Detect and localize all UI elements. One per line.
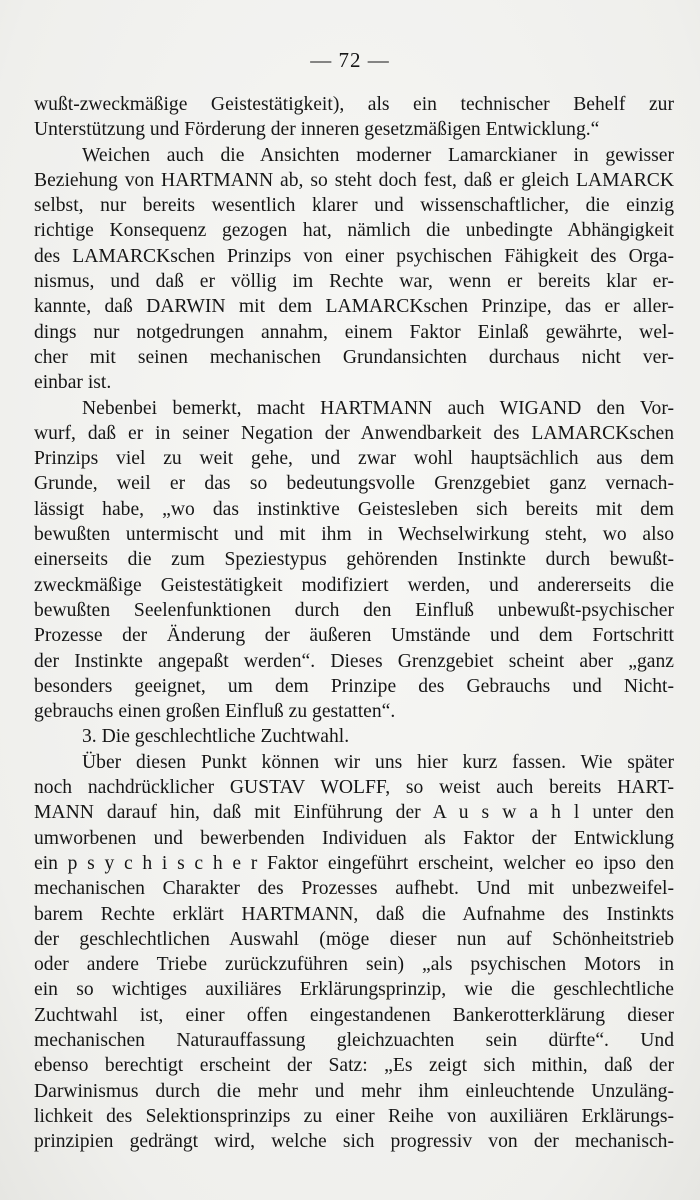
text-line: mechanischen Naturauffassung gleichzuachten sein dürfte“. Und xyxy=(34,1029,674,1051)
text-line: noch nachdrücklicher GUSTAV WOLFF, so weist auch bereits HART- xyxy=(34,777,674,799)
page-number: — 72 — xyxy=(310,48,390,72)
text-line: MANN darauf hin, daß mit Einführung der A u s w a h l unter den xyxy=(34,802,674,824)
text-line: gebrauchs einen großen Einfluß zu gestatten“. xyxy=(34,701,396,723)
text-line: lichkeit des Selektionsprinzips zu einer Reihe von auxiliären Erklärungs- xyxy=(34,1105,674,1127)
text-line: besonders geeignet, um dem Prinzipe des Gebrauchs und Nicht- xyxy=(34,675,674,697)
text-line: nismus, und daß er völlig im Rechte war, wenn er bereits klar er- xyxy=(34,271,674,293)
text-line: 3. Die geschlechtliche Zuchtwahl. xyxy=(82,726,350,748)
text-line: Darwinismus durch die mehr und mehr ihm einleuchtende Unzuläng- xyxy=(34,1080,674,1102)
body-text xyxy=(34,92,674,1154)
text-line: ein p s y c h i s c h e r Faktor eingeführt erscheint, welcher eo ipso den xyxy=(34,852,674,874)
text-line: dings nur notgedrungen annahm, einem Faktor Einlaß gewährte, wel- xyxy=(34,321,674,343)
text-line: Prozesse der Änderung der äußeren Umstände und dem Fortschritt xyxy=(34,625,674,647)
text-line: mechanischen Charakter des Prozesses aufhebt. Und mit unbezweifel- xyxy=(34,878,674,900)
text-line: einerseits die zum Speziestypus gehörenden Instinkte durch bewußt- xyxy=(34,549,674,571)
text-line: oder andere Triebe zurückzuführen sein) „als psychischen Motors in xyxy=(34,954,674,976)
text-line: Weichen auch die Ansichten moderner Lamarckianer in gewisser xyxy=(82,144,674,166)
text-line: einbar ist. xyxy=(34,372,112,394)
text-line: bewußten Seelenfunktionen durch den Einfluß unbewußt-psychischer xyxy=(34,599,674,621)
text-line: bewußten untermischt und mit ihm in Wechselwirkung steht, wo also xyxy=(34,524,674,546)
text-line: Nebenbei bemerkt, macht HARTMANN auch WIGAND den Vor- xyxy=(82,397,674,419)
text-line: wurf, daß er in seiner Negation der Anwendbarkeit des LAMARCKschen xyxy=(34,422,674,444)
text-line: Zuchtwahl ist, einer offen eingestandenen Bankerotterklärung dieser xyxy=(34,1004,674,1026)
text-line: richtige Konsequenz gezogen hat, nämlich die unbedingte Abhängigkeit xyxy=(34,220,674,242)
text-line: Beziehung von HARTMANN ab, so steht doch fest, daß er gleich LAMARCK xyxy=(34,169,674,191)
text-line: kannte, daß DARWIN mit dem LAMARCKschen Prinzipe, das er aller- xyxy=(34,296,674,318)
text-line: der Instinkte angepaßt werden“. Dieses Grenzgebiet scheint aber „ganz xyxy=(34,650,674,672)
text-line: barem Rechte erklärt HARTMANN, daß die Aufnahme des Instinkts xyxy=(34,903,674,925)
text-line: Über diesen Punkt können wir uns hier kurz fassen. Wie später xyxy=(82,751,674,773)
text-line: Grunde, weil er das so bedeutungsvolle Grenzgebiet ganz vernach- xyxy=(34,473,674,495)
text-line: Prinzips viel zu weit gehe, und zwar wohl hauptsächlich aus dem xyxy=(34,448,674,470)
text-line: selbst, nur bereits wesentlich klarer und wissenschaftlicher, die einzig xyxy=(34,195,674,217)
text-line: Unterstützung und Förderung der inneren gesetzmäßigen Entwicklung.“ xyxy=(34,119,600,141)
text-line: des LAMARCKschen Prinzips von einer psychischen Fähigkeit des Orga- xyxy=(34,245,674,267)
text-line: umworbenen und bewerbenden Individuen als Faktor der Entwicklung xyxy=(34,827,674,849)
text-line: der geschlechtlichen Auswahl (möge dieser nun auf Schönheitstrieb xyxy=(34,928,674,950)
text-line: zweckmäßige Geistestätigkeit modifiziert werden, und andererseits die xyxy=(34,574,674,596)
text-line: wußt-zweckmäßige Geistestätigkeit), als ein technischer Behelf zur xyxy=(34,94,674,115)
text-line: ebenso berechtigt erscheint der Satz: „Es zeigt sich mithin, daß der xyxy=(34,1055,674,1077)
text-line: prinzipien gedrängt wird, welche sich progressiv von der mechanisch- xyxy=(34,1131,674,1153)
text-line: lässigt habe, „wo das instinktive Geistesleben sich bereits mit dem xyxy=(34,498,674,520)
text-line: ein so wichtiges auxiliäres Erklärungsprinzip, wie die geschlechtliche xyxy=(34,979,674,1001)
text-line: cher mit seinen mechanischen Grundansichten durchaus nicht ver- xyxy=(34,346,674,368)
